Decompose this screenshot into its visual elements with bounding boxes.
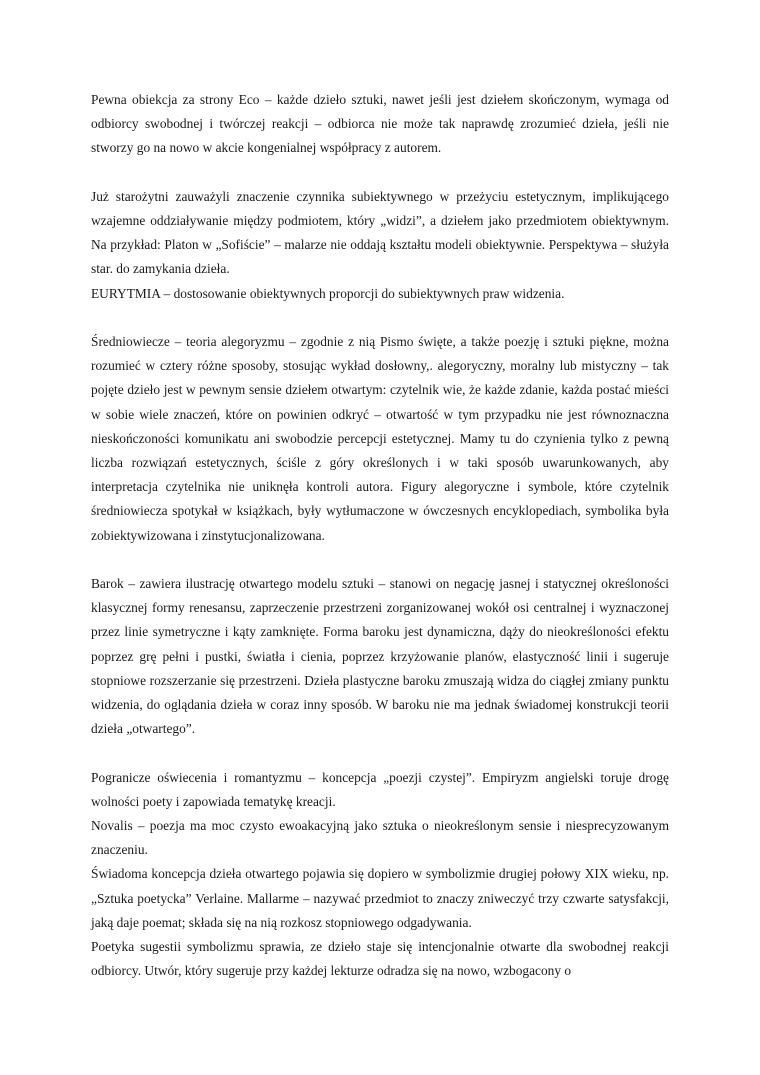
paragraph-novalis: Novalis – poezja ma moc czysto ewoakacyjną jako sztuka o nieokreślonym sensie i niesprecyzowanym znaczeniu.: [91, 818, 669, 858]
paragraph-poetics-of-suggestion: Poetyka sugestii symbolizmu sprawia, ze dzieło staje się intencjonalnie otwarte dla swobodnej reakcji odbiorcy. Utwór, który sugeruje przy każdej lekturze odradza się na nowo, wzbogacony o: [91, 939, 669, 979]
paragraph-symbolism: Świadoma koncepcja dzieła otwartego pojawia się dopiero w symbolizmie drugiej połowy XIX wieku, np. „Sztuka poetycka” Verlaine. Mallarme – nazywać przedmiot to znaczy zniweczyć trzy czwarte satysfakcji, jaką daje poemat; składa się na nią rozkosz stopniowego odgadywania.: [91, 866, 669, 930]
paragraph-antiquity: Już starożytni zauważyli znaczenie czynnika subiektywnego w przeżyciu estetycznym, implikującego wzajemne oddziaływanie między podmiotem, który „widzi”, a dziełem jako przedmiotem obiektywnym. Na przykład: Platon w „Sofiście” – malarze nie oddają kształtu modeli obiektywnie. Perspektywa – służyła star. do zamykania dzieła.: [91, 188, 669, 277]
paragraph-eco-objection: Pewna obiekcja za strony Eco – każde dzieło sztuki, nawet jeśli jest dziełem skończonym, wymaga od odbiorcy swobodnej i twórczej reakcji – odbiorca nie może tak naprawdę zrozumieć dzieła, jeśli nie stworzy go na nowo w akcie kongenialnej współpracy z autorem.: [91, 92, 669, 156]
paragraph-baroque: Barok – zawiera ilustrację otwartego modelu sztuki – stanowi on negację jasnej i statycznej określoności klasycznej formy renesansu, zaprzeczenie przestrzeni zorganizowanej wokół osi centralnej i wyznaczonej przez linie symetryczne i kąty zamknięte. Forma baroku jest dynamiczna, dąży do nieokreśloności efektu poprzez grę pełni i pustki, światła i cienia, poprzez krzyżowanie planów, elastyczność linii i sugeruje stopniowe rozszerzanie się przestrzeni. Dzieła plastyczne baroku zmuszają widza do ciągłej zmiany punktu widzenia, do oglądania dzieła w coraz inny sposób. W baroku nie ma jednak świadomej konstrukcji teorii dzieła „otwartego”.: [91, 576, 669, 737]
paragraph-eurytmia: EURYTMIA – dostosowanie obiektywnych proporcji do subiektywnych praw widzenia.: [91, 285, 565, 301]
paragraph-enlightenment-romanticism: Pogranicze oświecenia i romantyzmu – koncepcja „poezji czystej”. Empiryzm angielski toruje drogę wolności poety i zapowiada tematykę kreacji.: [91, 769, 669, 809]
document-body: [91, 88, 669, 983]
paragraph-middle-ages: Średniowiecze – teoria alegoryzmu – zgodnie z nią Pismo święte, a także poezję i sztuki piękne, można rozumieć w cztery różne sposoby, stosując wykład dosłowny,. alegoryczny, moralny lub mistyczny – tak pojęte dzieło jest w pewnym sensie dziełem otwartym: czytelnik wie, że każde zdanie, każda postać mieści w sobie wiele znaczeń, które on powinien odkryć – otwartość w tym przypadku nie jest równoznaczna nieskończoności komunikatu ani swobodzie percepcji estetycznej. Mamy tu do czynienia tylko z pewną liczba rozwiązań estetycznych, ściśle z góry określonych i w taki sposób uwarunkowanych, aby interpretacja czytelnika nie uniknęła kontroli autora. Figury alegoryczne i symbole, które czytelnik średniowiecza spotykał w książkach, były wytłumaczone w ówczesnych encyklopediach, symbolika była zobiektywizowana i zinstytucjonalizowana.: [91, 334, 669, 543]
